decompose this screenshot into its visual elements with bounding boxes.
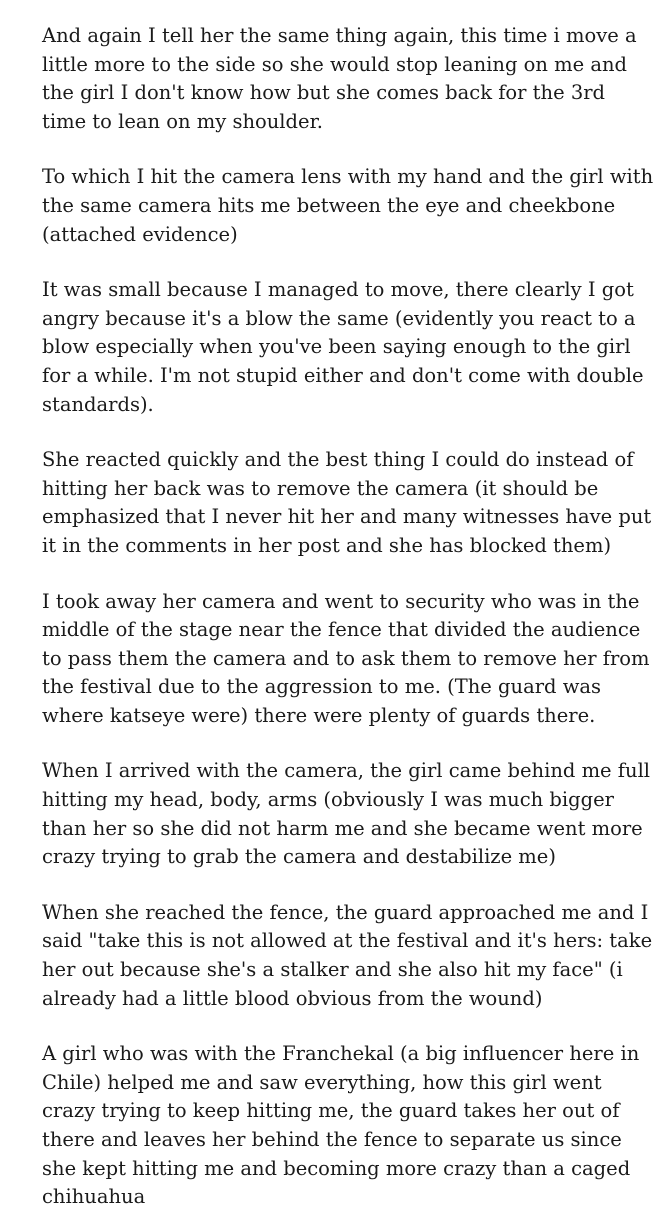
text-line: Chile) helped me and saw everything, how this girl went	[42, 1070, 602, 1094]
paragraph	[42, 446, 652, 560]
paragraph	[42, 588, 650, 731]
text-line: the festival due to the aggression to me. (The guard was	[42, 675, 602, 699]
text-line: angry because it's a blow the same (evidently you react to a	[42, 306, 636, 330]
text-line: To which I hit the camera lens with my hand and the girl with	[42, 165, 654, 189]
paragraph	[42, 22, 637, 136]
text-line: she kept hitting me and becoming more crazy than a caged	[42, 1156, 631, 1180]
paragraph	[42, 276, 644, 419]
text-line: hitting my head, body, arms (obviously I was much bigger	[42, 788, 614, 812]
text-line: little more to the side so she would stop leaning on me and	[42, 52, 628, 76]
paragraph	[42, 757, 651, 871]
text-line: chihuahua	[42, 1185, 146, 1209]
text-line: than her so she did not harm me and she became went more	[42, 816, 643, 840]
text-line: hitting her back was to remove the camera (it should be	[42, 476, 599, 500]
text-line: it in the comments in her post and she has blocked them)	[42, 533, 612, 557]
paragraph	[42, 163, 654, 249]
text-line: the same camera hits me between the eye and cheekbone	[42, 193, 616, 217]
text-line: When she reached the fence, the guard approached me and I	[42, 900, 649, 924]
text-line: emphasized that I never hit her and many witnesses have put	[42, 505, 652, 529]
paragraph	[42, 1040, 640, 1212]
text-line: middle of the stage near the fence that divided the audience	[42, 618, 641, 642]
text-line: standards).	[42, 392, 154, 416]
text-line: She reacted quickly and the best thing I could do instead of	[42, 448, 634, 472]
text-line: (attached evidence)	[42, 222, 238, 246]
text-line: there and leaves her behind the fence to separate us since	[42, 1128, 622, 1151]
text-line: I took away her camera and went to security who was in the	[42, 589, 640, 613]
text-line: said "take this is not allowed at the festival and it's hers: take	[42, 929, 653, 953]
text-line: to pass them the camera and to ask them to remove her from	[42, 646, 650, 670]
text-line: her out because she's a stalker and she also hit my face" (i	[42, 958, 623, 982]
text-line: A girl who was with the Franchekal (a big influencer here in	[42, 1042, 640, 1066]
text-line: for a while. I'm not stupid either and don't come with double	[42, 363, 644, 387]
text-line: already had a little blood obvious from the wound)	[42, 986, 543, 1010]
text-line: crazy trying to grab the camera and destabilize me)	[42, 845, 556, 869]
paragraph	[42, 899, 653, 1013]
text-line: And again I tell her the same thing again, this time i move a	[42, 24, 637, 47]
text-line: time to lean on my shoulder.	[42, 109, 323, 133]
text-line: the girl I don't know how but she comes back for the 3rd	[42, 81, 606, 105]
text-line: When I arrived with the camera, the girl came behind me full	[42, 759, 651, 783]
text-line: blow especially when you've been saying enough to the girl	[42, 335, 631, 359]
text-line: where katseye were) there were plenty of guards there.	[42, 703, 596, 727]
text-line: crazy trying to keep hitting me, the guard takes her out of	[42, 1099, 620, 1123]
text-line: It was small because I managed to move, there clearly I got	[42, 278, 634, 302]
